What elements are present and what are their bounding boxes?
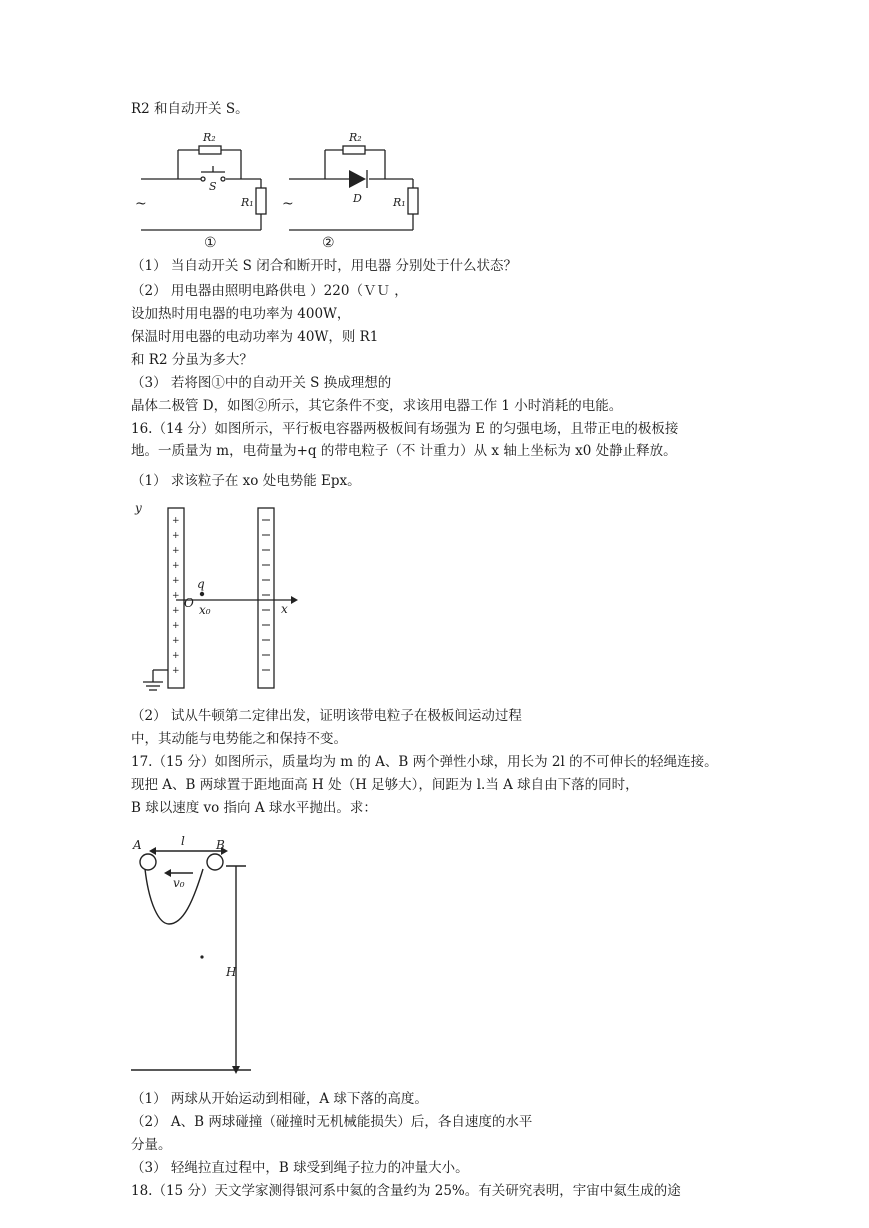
r2-label: R₂ xyxy=(203,131,216,144)
text-line: 16.（14 分）如图所示，平行板电容器两极板间有场强为 E 的匀强电场，且带正电的极板接 xyxy=(131,421,679,437)
text-line: （3） 轻绳拉直过程中，B 球受到绳子拉力的冲量大小。 xyxy=(131,1160,469,1176)
svg-text:+: + xyxy=(172,666,180,676)
text-line: 中，其动能与电势能之和保持不变。 xyxy=(131,731,347,747)
text-line: （1） 当自动开关 S 闭合和断开时，用电器 分别处于什么状态？ xyxy=(131,258,518,274)
text-line: 17.（15 分）如图所示，质量均为 m 的 A、B 两个弹性小球，用长为 2l 的不可伸长的轻绳连接。 xyxy=(131,754,718,770)
svg-text:+: + xyxy=(172,516,180,526)
text-line: 18.（15 分）天文学家测得银河系中氦的含量约为 25%。有关研究表明，宇宙中氦生成的途 xyxy=(131,1183,681,1199)
x-axis-label: x xyxy=(281,602,288,616)
ball-a-label: A xyxy=(133,838,142,852)
length-label: l xyxy=(181,834,185,848)
svg-text:+: + xyxy=(172,546,180,556)
velocity-label: v₀ xyxy=(173,876,185,890)
height-label: H xyxy=(226,965,237,979)
svg-text:+: + xyxy=(172,591,180,601)
r2-label: R₂ xyxy=(349,131,362,144)
text-line: 设加热时用电器的电功率为 400W， xyxy=(131,306,351,322)
ac-source-icon: ~ xyxy=(282,196,294,212)
text-line: 晶体二极管 D，如图②所示，其它条件不变，求该用电器工作 1 小时消耗的电能。 xyxy=(131,398,623,414)
text-line: 保温时用电器的电动功率为 40W，则 R1 xyxy=(131,329,379,345)
text-line: B 球以速度 vo 指向 A 球水平抛出。求： xyxy=(131,800,377,816)
figure-label-1: ① xyxy=(204,235,217,251)
circuit-figure xyxy=(131,122,431,252)
svg-text:+: + xyxy=(172,636,180,646)
text-line: （1） 求该粒子在 xo 处电势能 Epx。 xyxy=(131,473,361,489)
svg-text:+: + xyxy=(172,621,180,631)
svg-text:+: + xyxy=(172,576,180,586)
text-line: 地。一质量为 m，电荷量为+q 的带电粒子（不 计重力）从 x 轴上坐标为 x0 处静止释放。 xyxy=(131,443,677,459)
figure-label-2: ② xyxy=(322,235,335,251)
svg-text:+: + xyxy=(172,561,180,571)
origin-label: O xyxy=(184,596,194,610)
svg-text:+: + xyxy=(172,606,180,616)
x0-label: x₀ xyxy=(199,603,211,617)
y-axis-label: y xyxy=(135,501,142,515)
svg-text:+: + xyxy=(172,651,180,661)
r1-label: R₁ xyxy=(241,196,254,209)
svg-text:+: + xyxy=(172,531,180,541)
switch-label: S xyxy=(209,180,217,193)
charge-label: q xyxy=(197,577,205,591)
text-line: （2） 用电器由照明电路供电 ）220（ＶＵ ， xyxy=(131,283,408,299)
balls-figure xyxy=(131,824,251,1082)
capacitor-figure xyxy=(131,490,301,695)
text-line: （3） 若将图①中的自动开关 S 换成理想的 xyxy=(131,375,392,391)
text-line: （1） 两球从开始运动到相碰，A 球下落的高度。 xyxy=(131,1091,428,1107)
text-line: （2） 试从牛顿第二定律出发，证明该带电粒子在极板间运动过程 xyxy=(131,708,522,724)
text-line: R2 和自动开关 S。 xyxy=(131,101,249,117)
r1-label: R₁ xyxy=(393,196,406,209)
text-line: （2） A、B 两球碰撞（碰撞时无机械能损失）后，各自速度的水平 xyxy=(131,1114,533,1130)
ac-source-icon: ~ xyxy=(135,196,147,212)
text-line: 分量。 xyxy=(131,1137,172,1153)
text-line: 现把 A、B 两球置于距地面高 H 处（H 足够大），间距为 l.当 A 球自由下落的同时， xyxy=(131,777,639,793)
text-line: 和 R2 分虽为多大？ xyxy=(131,352,253,368)
ball-b-label: B xyxy=(216,838,225,852)
diode-label: D xyxy=(353,192,362,205)
